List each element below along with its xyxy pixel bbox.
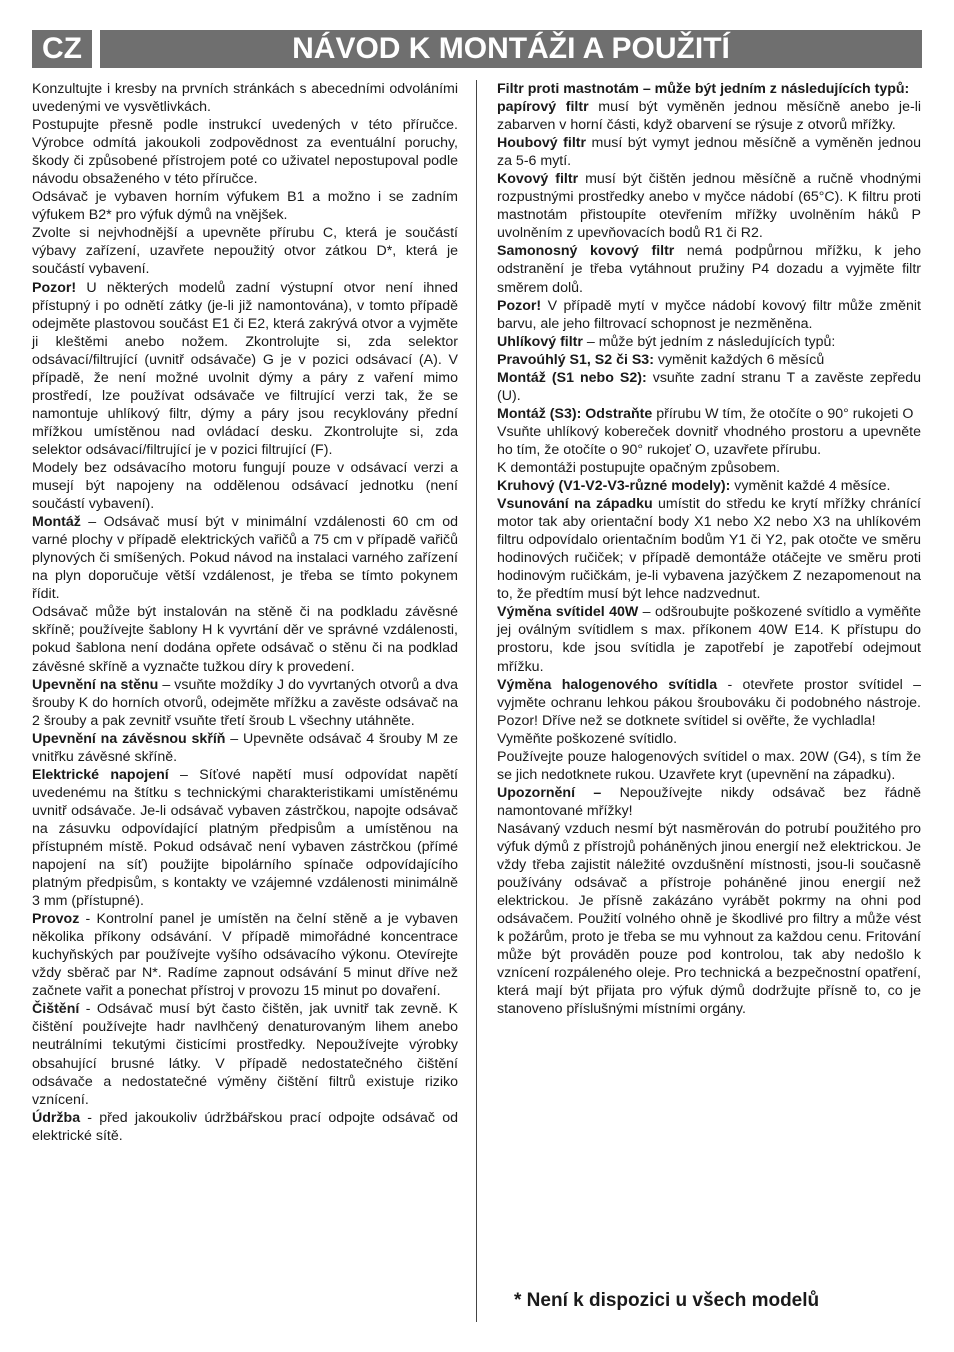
paragraph [497, 134, 921, 170]
paragraph-text: vyměnit každých 6 měsíců [653, 351, 825, 368]
paragraph-lead: Pozor! [497, 297, 542, 314]
paragraph-lead: Filtr proti mastnotám – může být jedním z následujících typů: [497, 81, 910, 97]
paragraph-text: přírubu W tím, že otočíte o 90° rukojeti O [652, 405, 914, 422]
paragraph-lead: Upozornění – [497, 784, 602, 801]
paragraph-lead: Kruhový (V1-V2-V3-různé modely): [497, 478, 731, 495]
paragraph-lead: Montáž (S3): Odstraňte [497, 405, 653, 422]
paragraph-lead: Kovový filtr [497, 171, 579, 188]
paragraph [497, 297, 921, 333]
paragraph-text: – může být jedním z následujících typů: [582, 333, 836, 350]
paragraph-text: vsuňte zadní stranu T a zavěste zepředu (U). [497, 369, 921, 404]
paragraph-lead: Houbový filtr [497, 135, 587, 152]
paragraph [32, 766, 458, 910]
paragraph [32, 730, 458, 766]
paragraph [497, 333, 921, 351]
paragraph-lead: Montáž [32, 514, 81, 531]
paragraph [32, 910, 458, 1000]
paragraph-text: - Kontrolní panel je umístěn na čelní stěně a je vybaven několika příkony odsávání. V případě mimořádné koncentrace kuchyňských par používejte vyšího odsávacího výkonu. Otevírejte vždy sběrač par N*. Radíme zapnout odsávání 5 minut dříve než začnete vařit a ponechat přístroj v provozu 15 minut po dovaření. [32, 911, 458, 1000]
paragraph-text: Konzultujte i kresby na prvních stránkách s abecedními odvoláními uvedenými ve vysvětlivkách. [32, 81, 458, 116]
paragraph [497, 369, 921, 405]
paragraph [497, 748, 921, 784]
paragraph [32, 1109, 458, 1145]
paragraph-lead: Pozor! [32, 279, 77, 296]
paragraph-text: V případě mytí v myčce nádobí kovový filtr může změnit barvu, ale jeho filtrovací schopnost je nezměněna. [497, 297, 921, 332]
paragraph-text: Nasávaný vzduch nesmí být nasměrován do potrubí použitého pro výfuk dýmů z přístrojů poháněných jinou energií než elektrickou. Je vždy třeba zajistit náležité ovzdušnění místnosti, jsou-li současně používány odsávač a přístroje poháněné jinou energií než elektrickou. Je přísně zakázáno vyrábět pokrmy na ohni pod odsávačem. Použití volného ohně je škodlivé pro filtry a může vést k požárům, proto je třeba se mu vyhnout za každou cenu. Fritování může být prováděn pouze pod kontrolou, tak aby nedošlo k vznícení rozpáleného oleje. Pro technická a bezpečnostní opatření, která mají být přijata pro výfuk dýmů dodržujte přísně to, co je stanoveno příslušnými místními orgány. [497, 820, 921, 1018]
paragraph-text: Vyměňte poškozené svítidlo. [497, 730, 678, 747]
column-divider [476, 80, 477, 1322]
paragraph-lead: Montáž (S1 nebo S2): [497, 369, 647, 386]
paragraph [32, 224, 458, 278]
paragraph [32, 188, 458, 224]
paragraph-text: Odsávač může být instalován na stěně či na podkladu závěsné skříně; používejte šablony H k vyvrtání děr ve správné vzdálenosti, pokud šablona není dodána opřete odsávač o stěnu či na podklad závěsné skříně a vyznačte tužkou díry k provedení. [32, 604, 458, 675]
paragraph [497, 351, 921, 369]
footnote: * Není k dispozici u všech modelů [514, 1290, 820, 1311]
paragraph-text: musí být vymyt jednou měsíčně a vyměněn jednou za 5-6 mytí. [497, 135, 921, 170]
paragraph [32, 603, 458, 675]
paragraph [497, 423, 921, 459]
language-badge: CZ [32, 30, 92, 68]
paragraph-text: Modely bez odsávacího motoru fungují pouze v odsávací verzi a musejí být napojeny na oddělenou odsávací jednotku (není součástí vybavení). [32, 459, 458, 513]
paragraph-text: Zvolte si nejvhodnější a upevněte přírubu C, která je součástí výbavy zařízení, uzavřete nepoužitý otvor zátkou D*, která je součástí vybavení. [32, 225, 458, 278]
paragraph [497, 405, 921, 423]
paragraph-text: - otevřete prostor svítidel – vyjměte ochranu lehkou pákou šroubováku či podobného nástroje. Pozor! Dříve než se dotknete svítidel si ověřte, že vychladla! [497, 676, 921, 729]
paragraph-text: Odsávač je vybaven horním výfukem B1 a možno i se zadním výfukem B2* pro výfuk dýmů na vnějšek. [32, 189, 458, 224]
paragraph-lead: Provoz [32, 911, 80, 928]
paragraph-text: - před jakoukoliv údržbářskou prací odpojte odsávač od elektrické sítě. [32, 1109, 458, 1144]
paragraph-lead: Vsunování na západku [497, 496, 653, 513]
paragraph [32, 80, 458, 116]
paragraph [497, 477, 921, 495]
paragraph-lead: Elektrické napojení [32, 766, 169, 783]
paragraph [32, 1000, 458, 1108]
paragraph [32, 513, 458, 603]
paragraph-text: umístit do středu ke krytí mřížky chránící motor tak aby orientační body X1 nebo X2 nebo X3 na uhlíkovém filtru odpovídalo orientačním bodům Y1 či Y2, pak otočte ve směru hodinových ručiček; v případě demontáže otáčejte ve směru proti hodinovým ručičkám, je-li vybavena jazýčkem Z nezapomenout na to, že předtím musí být lehce nadzvednut. [497, 496, 921, 603]
paragraph [497, 676, 921, 730]
paragraph [497, 98, 921, 134]
paragraph-lead: Výměna svítidel 40W [497, 604, 639, 621]
paragraph-text: – odšroubujte poškozené svítidlo a vyměňte jej oválným svítidlem s max. příkonem 40W E14. K přístupu do prostoru, kde jsou svítidla je zapotřebí je zapotřebí odejmout mřížku. [497, 604, 921, 675]
paragraph-lead: Údržba [32, 1109, 81, 1126]
paragraph-text: vyměnit každé 4 měsíce. [730, 478, 891, 495]
paragraph [497, 242, 921, 296]
paragraph [497, 495, 921, 603]
paragraph-lead: Upevnění na stěnu [32, 676, 159, 693]
paragraph-text: Vsuňte uhlíkový kobereček dovnitř vhodného prostoru a upevněte ho tím, že otočíte o 90° rukojeť O, uzavřete přírubu. [497, 423, 921, 458]
paragraph-lead: Pravoúhlý S1, S2 či S3: [497, 351, 654, 368]
paragraph-lead: Uhlíkový filtr [497, 333, 583, 350]
paragraph [32, 676, 458, 730]
paragraph-text: – Síťové napětí musí odpovídat napětí uvedenému na štítku s technickými charakteristikami umístěnému uvnitř odsávače. Je-li odsávač vybaven zástrčkou, napojte odsávač na zásuvku odpovídající platným předpisům a umístěnou na přístupném místě. Pokud odsávač není vybaven zástrčkou (přímé napojení na síť) použijte bipolárního spínače odpovídajícího platným předpisům, s kontakty ve vzájemné vzdálenosti minimálně 3 mm (přístupné). [32, 766, 458, 910]
paragraph-text: musí být vyměněn jednou měsíčně anebo je-li zabarven v horní části, když obarvení se rýsuje z otvorů mřížky. [497, 99, 921, 134]
paragraph-text: – vsuňte moždíky J do vyvrtaných otvorů a dva šrouby K do horních otvorů, odejměte mřížku a zavěste odsávač na 2 šrouby a pak zevnitř vsuňte třetí šroub L všechny utáhněte. [32, 676, 458, 729]
paragraph-lead: Čištění [32, 1001, 80, 1018]
paragraph [497, 784, 921, 820]
left-column [32, 80, 458, 1145]
paragraph [497, 80, 921, 98]
right-column [497, 80, 921, 1018]
paragraph-text: U některých modelů zadní výstupní otvor není ihned přístupný i po odnětí zátky (je-li již namontována), v tomto případě odejměte plastovou součást E1 či E2, která zakrývá otvor a vyjměte ji kleštěmi anebo nožem. Zkontrolujte si, zda selektor odsávací/filtrující (uvnitř odsávače) G je v pozici odsávací (A). V případě, že není možné uvolnit dýmy a páry z vaření mimo prostředí, lze používat odsávače ve filtrující verzi tak, že se namontuje uhlíkový filtr, dýmy a páry jsou recyklovány přední mřížkou umístěnou nad ovládací desku. Zkontrolujte si, zda selektor odsávací/filtrující je v pozici filtrující (F). [32, 279, 458, 458]
paragraph-text: Používejte pouze halogenových svítidel o max. 20W (G4), s tím že se jich nedotknete rukou. Uzavřete kryt (upevnění na západku). [497, 748, 921, 783]
page-title: NÁVOD K MONTÁŽI A POUŽITÍ [100, 30, 922, 68]
paragraph-text: – Odsávač musí být v minimální vzdálenosti 60 cm od varné plochy v případě elektrických vařičů a 75 cm v případě vařičů plynových či smíšených. Pokud návod na instalaci varného zařízení na plyn doporučuje větší vzdálenost, je třeba se tímto pokynem řídit. [32, 514, 458, 603]
paragraph [497, 730, 921, 748]
paragraph-lead: Upevnění na závěsnou skříň [32, 730, 226, 747]
paragraph [32, 116, 458, 188]
paragraph [497, 603, 921, 675]
paragraph [497, 170, 921, 242]
paragraph [32, 279, 458, 459]
paragraph [497, 459, 921, 477]
page-header [32, 30, 922, 68]
paragraph-text: - Odsávač musí být často čištěn, jak uvnitř tak zevně. K čištění používejte hadr navlhčený denaturovaným lihem anebo neutrálními tekutými čisticími prostředky. Nepoužívejte výrobky obsahující brusné látky. V případě nedostatečného čištění odsávače a nedostatečné výměny čištění filtrů existuje riziko vznícení. [32, 1001, 458, 1108]
paragraph-text: Nepoužívejte nikdy odsávač bez řádně namontované mřížky! [497, 784, 921, 819]
paragraph-lead: Samonosný kovový filtr [497, 243, 675, 260]
paragraph [32, 459, 458, 513]
paragraph [497, 820, 921, 1019]
paragraph-lead: papírový filtr [497, 99, 589, 116]
paragraph-text: Postupujte přesně podle instrukcí uvedených v této příručce. Výrobce odmítá jakoukoli zodpovědnost za eventuální poruchy, škody či způsobené přístrojem poté co uživatel nepostupoval podle návodu obsaženého v této příručce. [32, 117, 458, 188]
paragraph-lead: Výměna halogenového svítidla [497, 676, 718, 693]
paragraph-text: nemá podpůrnou mřížku, k jeho odstranění je třeba vytáhnout pružiny P4 dozadu a vyjměte filtr směrem dolů. [497, 243, 921, 296]
paragraph-text: musí být čištěn jednou měsíčně a ručně vhodnými rozpustnými prostředky anebo v myčce nádobí (65°C). K filtru proti mastnotám přistoupíte otevřením mřížky uvolněním háků P uvolněním z upevňovacích bodů R1 či R2. [497, 171, 922, 242]
paragraph-text: K demontáži postupujte opačným způsobem. [497, 459, 781, 476]
paragraph-text: – Upevněte odsávač 4 šrouby M ze vnitřku závěsné skříně. [32, 730, 458, 765]
